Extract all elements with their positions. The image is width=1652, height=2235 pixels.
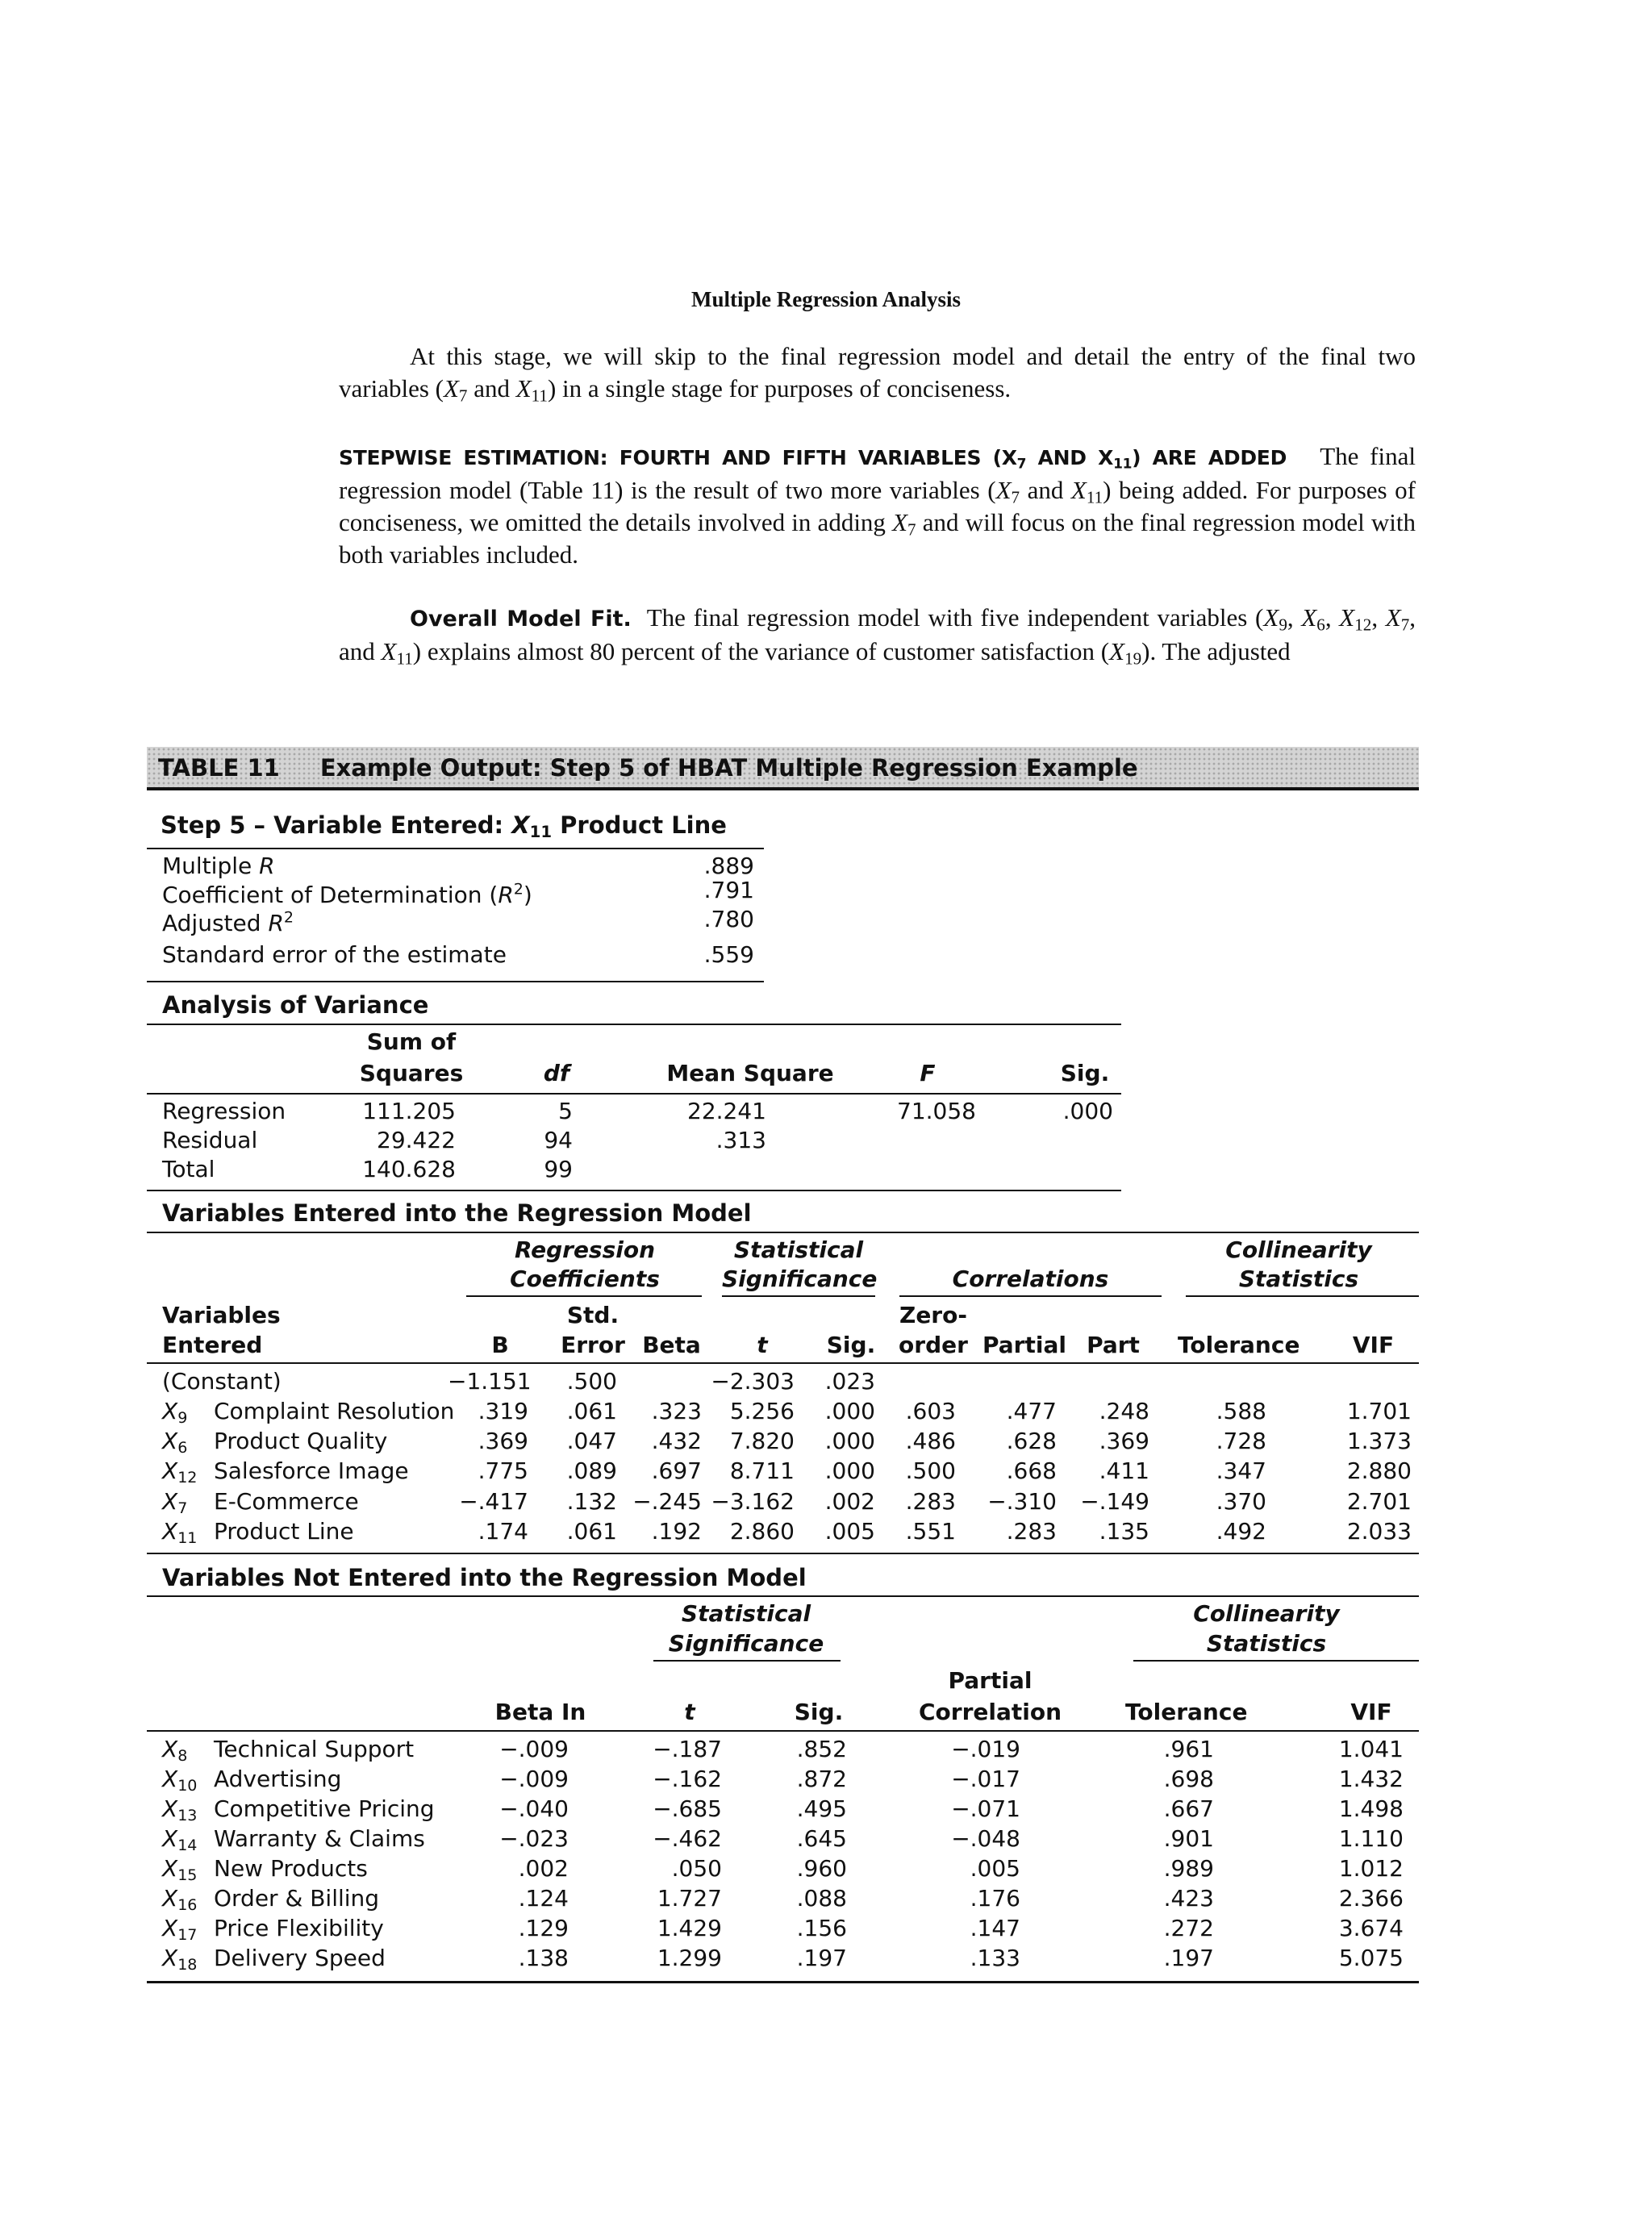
partial-corr-value: .005 [970,1855,1020,1882]
t-value: −2.303 [711,1368,795,1395]
ne-group-collinearity-2: Statistics [1206,1630,1327,1657]
anova-top-rule [147,1024,1121,1025]
sig-value: .005 [824,1518,875,1545]
fit-top-rule [147,848,764,849]
vif-value: 1.041 [1338,1736,1404,1762]
var-symbol: $X_9$ [162,1398,188,1427]
b-value: .174 [478,1518,528,1545]
ne-group-collinearity-1: Collinearity [1193,1600,1340,1627]
t-value: −.462 [653,1825,722,1852]
var-symbol: $X_{12}$ [162,1457,198,1487]
anova-row-label: Regression [162,1098,286,1124]
anova-header-sig: Sig. [1060,1060,1110,1086]
anova-ss: 140.628 [362,1156,456,1182]
table-caption: TABLE 11 Example Output: Step 5 of HBAT Multiple Regression Example [158,754,1138,782]
beta-value: .323 [651,1398,702,1424]
beta-in-value: −.023 [499,1825,569,1852]
group-collinearity-1: Collinearity [1225,1236,1372,1263]
group-correlations: Correlations [952,1266,1109,1292]
se-value: .089 [566,1457,617,1484]
sig-value: .872 [796,1766,847,1792]
t-value: −.685 [653,1795,722,1822]
vif-value: 1.498 [1338,1795,1404,1822]
header-std2: Error [561,1332,625,1358]
adjusted-r2-value: .780 [703,906,754,932]
t-value: 1.299 [657,1945,722,1971]
anova-df: 5 [558,1098,573,1124]
se-value: .559 [703,941,754,968]
partial-corr-value: .176 [970,1885,1020,1912]
t-value: 5.256 [729,1398,795,1424]
header-t: t [757,1332,768,1358]
beta-value: −.245 [632,1488,702,1515]
anova-header-rule [147,1093,1121,1095]
step-title: Step 5 – Variable Entered: $X_{11}$ Product Line [161,811,727,841]
sig-value: .645 [796,1825,847,1852]
t-value: 2.860 [729,1518,795,1545]
partial-value: .477 [1006,1398,1057,1424]
anova-header-ms: Mean Square [666,1060,834,1086]
tolerance-value: .492 [1216,1518,1266,1545]
partial-value: .283 [1006,1518,1057,1545]
anova-row-label: Total [162,1156,215,1182]
tolerance-value: .989 [1163,1855,1214,1882]
vif-value: 5.075 [1338,1945,1404,1971]
tolerance-value: .370 [1216,1488,1266,1515]
header-tolerance: Tolerance [1178,1332,1300,1358]
running-head: Multiple Regression Analysis [690,287,962,311]
part-value: .411 [1099,1457,1149,1484]
anova-ss: 111.205 [362,1098,456,1124]
group-statistical-2: Significance [722,1266,878,1292]
var-name: Advertising [214,1766,342,1792]
partial-value: −.310 [987,1488,1057,1515]
vif-value: 2.701 [1346,1488,1412,1515]
not-entered-top-rule [147,1595,1419,1597]
ne-header-rule [147,1730,1419,1732]
beta-in-value: −.040 [499,1795,569,1822]
header-zero1: Zero- [899,1302,967,1328]
vif-value: 1.110 [1338,1825,1404,1852]
multiple-r-value: .889 [703,853,754,879]
sig-value: .495 [796,1795,847,1822]
var-name: Delivery Speed [214,1945,386,1971]
header-b: B [491,1332,509,1358]
header-variables-2: Entered [162,1332,263,1358]
vif-value: 2.880 [1346,1457,1412,1484]
multiple-r-label: Multiple R [162,853,275,879]
anova-ms: 22.241 [687,1098,766,1124]
var-name: Product Line [214,1518,354,1545]
var-symbol: $X_{11}$ [162,1518,198,1547]
header-sig: Sig. [826,1332,876,1358]
tolerance-value: .698 [1163,1766,1214,1792]
entered-top-rule [147,1232,1419,1233]
beta-in-value: .124 [518,1885,569,1912]
intro-paragraph: At this stage, we will skip to the final regression model and detail the entry of the final two variables ($X_7$ and $X_{11}$) in a single stage for purposes of conciseness. [339,342,1416,406]
ne-header-sig: Sig. [794,1699,844,1725]
var-name: E-Commerce [214,1488,359,1515]
entered-title: Variables Entered into the Regression Model [162,1199,752,1227]
b-value: .775 [478,1457,528,1484]
t-value: −3.162 [711,1488,795,1515]
var-name: (Constant) [162,1368,282,1395]
var-symbol: $X_8$ [162,1736,188,1765]
b-value: .369 [478,1428,528,1454]
tolerance-value: .728 [1216,1428,1266,1454]
ne-header-partial2: Correlation [918,1699,1062,1725]
t-value: −.162 [653,1766,722,1792]
sig-value: .156 [796,1915,847,1941]
zero-order-value: .486 [905,1428,956,1454]
se-value: .047 [566,1428,617,1454]
var-name: New Products [214,1855,368,1882]
partial-corr-value: −.071 [951,1795,1020,1822]
beta-in-value: .129 [518,1915,569,1941]
se-value: .132 [566,1488,617,1515]
group-regression-rule [466,1295,702,1297]
tolerance-value: .347 [1216,1457,1266,1484]
anova-f: 71.058 [897,1098,976,1124]
partial-corr-value: −.048 [951,1825,1020,1852]
var-name: Salesforce Image [214,1457,409,1484]
not-entered-title: Variables Not Entered into the Regression Model [162,1564,807,1591]
beta-value: .432 [651,1428,702,1454]
t-value: 1.429 [657,1915,722,1941]
ne-group-statistical-rule [653,1660,841,1662]
tolerance-value: .961 [1163,1736,1214,1762]
header-part: Part [1087,1332,1140,1358]
sig-value: .000 [824,1428,875,1454]
var-name: Competitive Pricing [214,1795,435,1822]
t-value: .050 [671,1855,722,1882]
var-name: Product Quality [214,1428,388,1454]
var-name: Complaint Resolution [214,1398,455,1424]
beta-in-value: −.009 [499,1766,569,1792]
t-value: 7.820 [729,1428,795,1454]
stepwise-paragraph: STEPWISE ESTIMATION: FOURTH AND FIFTH VARIABLES ($X_7$ AND $X_{11}$) ARE ADDED The final regression model (Table 11) is the result of two more variables ($X_7$ and $X_{11}$) being added. For purposes of conciseness, we omitted the details involved in adding $X_7$ and will focus on the final regression model with both variables included. [339,442,1416,569]
se-value: .061 [566,1518,617,1545]
sig-value: .852 [796,1736,847,1762]
vif-value: 1.701 [1346,1398,1412,1424]
var-name: Technical Support [214,1736,415,1762]
entered-bottom-rule [147,1553,1419,1554]
partial-corr-value: .147 [970,1915,1020,1941]
vif-value: 2.033 [1346,1518,1412,1545]
group-collinearity-2: Statistics [1238,1266,1359,1292]
header-vif: VIF [1352,1332,1395,1358]
anova-header-ss1: Sum of [366,1028,457,1055]
sig-value: .023 [824,1368,875,1395]
partial-corr-value: −.019 [951,1736,1020,1762]
adjusted-r2-label: Adjusted $R^2$ [162,908,294,936]
vif-value: 3.674 [1338,1915,1404,1941]
zero-order-value: .283 [905,1488,956,1515]
tolerance-value: .667 [1163,1795,1214,1822]
ne-header-tolerance: Tolerance [1125,1699,1248,1725]
r2-label: Coefficient of Determination $(R^2)$ [162,880,532,908]
part-value: .248 [1099,1398,1149,1424]
group-correlations-rule [899,1295,1162,1297]
var-name: Warranty & Claims [214,1825,425,1852]
sig-value: .197 [796,1945,847,1971]
var-symbol: $X_{14}$ [162,1825,198,1854]
var-symbol: $X_{17}$ [162,1915,198,1944]
var-symbol: $X_{15}$ [162,1855,198,1884]
sig-value: .000 [824,1457,875,1484]
vif-value: 1.432 [1338,1766,1404,1792]
sig-value: .960 [796,1855,847,1882]
ne-group-collinearity-rule [1133,1660,1419,1662]
beta-in-value: .138 [518,1945,569,1971]
header-std1: Std. [566,1302,620,1328]
partial-value: .668 [1006,1457,1057,1484]
tolerance-value: .901 [1163,1825,1214,1852]
part-value: .369 [1099,1428,1149,1454]
vif-value: 2.366 [1338,1885,1404,1912]
var-symbol: $X_{16}$ [162,1885,198,1914]
group-regression-1: Regression [514,1236,656,1263]
tolerance-value: .197 [1163,1945,1214,1971]
var-symbol: $X_{10}$ [162,1766,198,1795]
partial-corr-value: −.017 [951,1766,1020,1792]
b-value: .319 [478,1398,528,1424]
table-bottom-rule [147,1981,1419,1983]
var-name: Price Flexibility [214,1915,384,1941]
partial-value: .628 [1006,1428,1057,1454]
var-symbol: $X_{13}$ [162,1795,198,1824]
stepwise-heading: STEPWISE ESTIMATION: FOURTH AND FIFTH VARIABLES ($X_7$ AND $X_{11}$) ARE ADDED [339,446,1287,473]
beta-value: .192 [651,1518,702,1545]
t-value: −.187 [653,1736,722,1762]
group-regression-2: Coefficients [510,1266,660,1292]
header-zero2: order [899,1332,968,1358]
ne-header-beta-in: Beta In [494,1699,586,1725]
var-symbol: $X_7$ [162,1488,188,1517]
anova-header-ss2: Squares [359,1060,464,1086]
anova-row-label: Residual [162,1127,258,1153]
zero-order-value: .551 [905,1518,956,1545]
se-value: .500 [566,1368,617,1395]
sig-value: .088 [796,1885,847,1912]
zero-order-value: .500 [905,1457,956,1484]
overall-fit-heading: Overall Model Fit. [410,607,632,632]
anova-ms: .313 [715,1127,766,1153]
anova-title: Analysis of Variance [162,991,429,1019]
anova-df: 94 [544,1127,573,1153]
sig-value: .002 [824,1488,875,1515]
ne-header-partial1: Partial [948,1667,1032,1694]
vif-value: 1.012 [1338,1855,1404,1882]
overall-fit-paragraph: Overall Model Fit. The final regression model with five independent variables ($X_9$, $X_6$, $X_{12}$, $X_7$, and $X_{11}$) explains almost 80 percent of the variance of customer satisfaction $(X_{19})$. The adjusted [339,603,1416,669]
t-value: 8.711 [729,1457,795,1484]
zero-order-value: .603 [905,1398,956,1424]
var-name: Order & Billing [214,1885,380,1912]
anova-bottom-rule [147,1190,1121,1191]
ne-header-t: t [684,1699,695,1725]
beta-in-value: .002 [518,1855,569,1882]
anova-header-f: F [920,1060,936,1086]
fit-bottom-rule [147,981,764,982]
anova-header-df: df [543,1060,570,1086]
b-value: −1.151 [448,1368,532,1395]
tolerance-value: .272 [1163,1915,1214,1941]
anova-sig: .000 [1062,1098,1113,1124]
var-symbol: $X_6$ [162,1428,188,1457]
header-partial: Partial [982,1332,1066,1358]
table-caption-rule [147,787,1419,790]
se-value: .061 [566,1398,617,1424]
anova-df: 99 [544,1156,573,1182]
ne-group-statistical-1: Statistical [681,1600,811,1627]
beta-in-value: −.009 [499,1736,569,1762]
header-variables-1: Variables [162,1302,281,1328]
group-statistical-1: Statistical [733,1236,864,1263]
var-symbol: $X_{18}$ [162,1945,198,1974]
tolerance-value: .423 [1163,1885,1214,1912]
ne-group-statistical-2: Significance [668,1630,824,1657]
group-statistical-rule [722,1295,875,1297]
group-collinearity-rule [1186,1295,1419,1297]
b-value: −.417 [459,1488,528,1515]
part-value: .135 [1099,1518,1149,1545]
beta-value: .697 [651,1457,702,1484]
partial-corr-value: .133 [970,1945,1020,1971]
se-label: Standard error of the estimate [162,941,507,968]
anova-ss: 29.422 [377,1127,456,1153]
ne-header-vif: VIF [1350,1699,1392,1725]
entered-header-rule [147,1362,1419,1364]
t-value: 1.727 [657,1885,722,1912]
vif-value: 1.373 [1346,1428,1412,1454]
r2-value: .791 [703,877,754,903]
tolerance-value: .588 [1216,1398,1266,1424]
part-value: −.149 [1080,1488,1149,1515]
sig-value: .000 [824,1398,875,1424]
header-beta: Beta [642,1332,701,1358]
